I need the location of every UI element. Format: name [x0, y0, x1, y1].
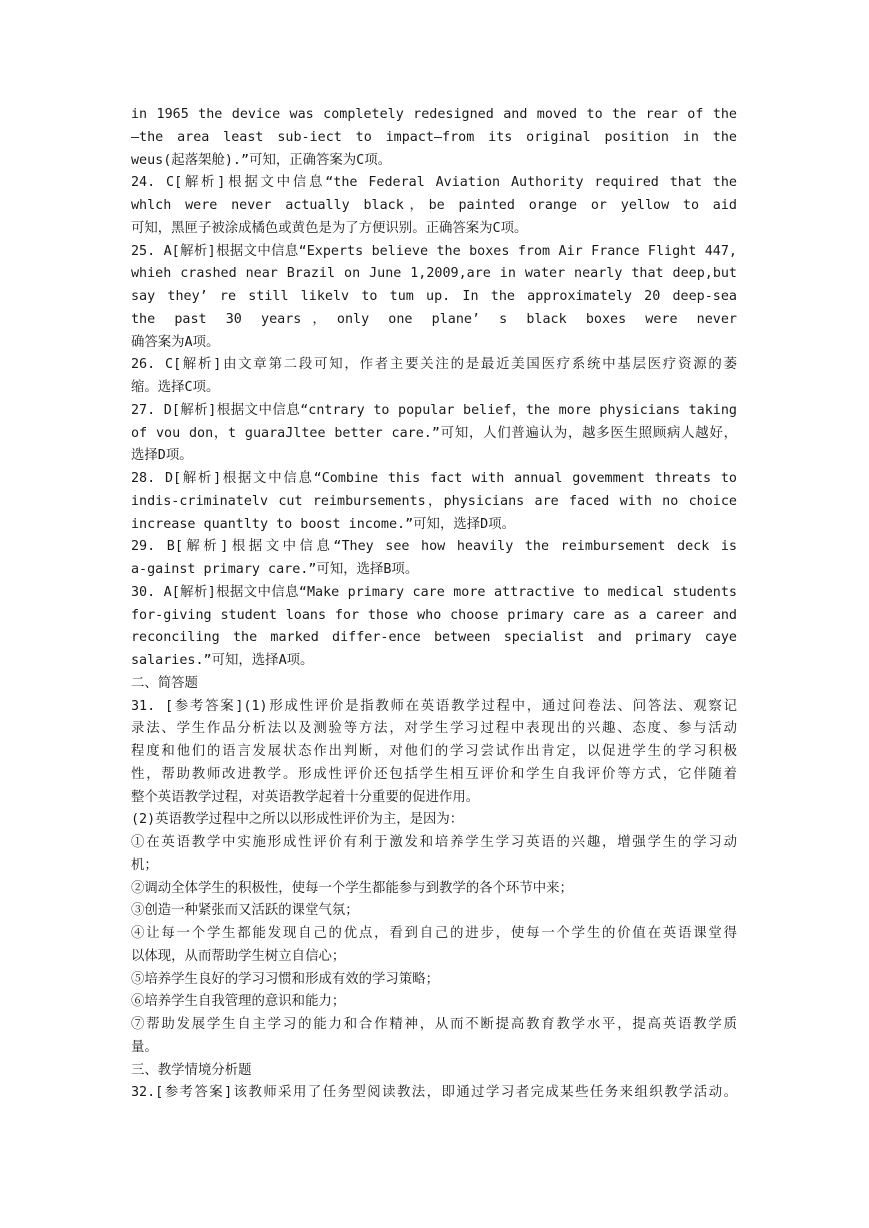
text-line: 录法、学生作品分析法以及测验等方法，对学生学习过程中表现出的兴趣、态度、参与活动	[131, 721, 737, 737]
text-line: 以体现，从而帮助学生树立自信心；	[131, 948, 346, 964]
text-line: 二、简答题	[131, 675, 198, 691]
text-line: 确答案为A项。	[131, 334, 220, 350]
text-line: say they’ re still likelv to tum up. In the approximately 20 deep-sea	[131, 289, 737, 304]
text-line: 28. D[解析]根据文中信息“Combine this fact with annual govemment threats to	[131, 471, 737, 486]
text-line: ⑤培养学生良好的学习习惯和形成有效的学习策略；	[131, 971, 439, 987]
text-line: 31. [参考答案](1)形成性评价是指教师在英语教学过程中，通过问卷法、问答法、观察记	[131, 698, 737, 714]
text-line: ⑥培养学生自我管理的意识和能力；	[131, 994, 346, 1010]
text-line: ⑦帮助发展学生自主学习的能力和合作精神，从而不断提高教育教学水平，提高英语教学质	[131, 1017, 737, 1032]
text-line: ④让每一个学生都能发现自己的优点，看到自己的进步，使每一个学生的价值在英语课堂得	[131, 926, 737, 941]
text-line: 32.[参考答案]该教师采用了任务型阅读教法，即通过学习者完成某些任务来组织教学活动。	[131, 1085, 737, 1101]
text-line: reconciling the marked differ-ence between specialist and primary caye	[131, 630, 737, 646]
text-line: salaries.”可知，选择A项。	[131, 653, 314, 668]
text-line: (2)英语教学过程中之所以以形成性评价为主，是因为：	[131, 812, 464, 828]
text-line: 25. A[解析]根据文中信息“Experts believe the boxes from Air France Flight 447,	[131, 243, 737, 259]
text-line: weus(起落架舱).”可知，正确答案为C项。	[131, 152, 392, 168]
text-line: of vou don，t guaraJltee better care.”可知，人们普遍认为，越多医生照顾病人越好，	[131, 425, 737, 441]
text-line: ②调动全体学生的积极性，使每一个学生都能参与到教学的各个环节中来；	[131, 880, 573, 896]
text-line: for-giving student loans for those who choose primary care as a career and	[131, 607, 737, 623]
text-line: 性，帮助教师改进教学。形成性评价还包括学生相互评价和学生自我评价等方式，它伴随着	[131, 766, 737, 782]
text-line: in 1965 the device was completely redesigned and moved to the rear of the	[131, 107, 737, 122]
text-line: indis-criminatelv cut reimbursements，physicians are faced with no choice	[131, 493, 737, 509]
text-line: 30. A[解析]根据文中信息“Make primary care more attractive to medical students	[131, 584, 737, 600]
answer-text-body	[131, 104, 737, 1105]
text-line: 24. C[解析]根据文中信息“the Federal Aviation Authority required that the	[131, 175, 737, 191]
text-line: 26. C[解析]由文章第二段可知，作者主要关注的是最近美国医疗系统中基层医疗资源的萎	[131, 357, 737, 373]
text-line: 机；	[131, 857, 158, 873]
text-line: 缩。选择C项。	[131, 380, 220, 395]
text-line: 29. B[解析]根据文中信息“They see how heavily the reimbursement deck is	[131, 539, 737, 555]
text-line: a-gainst primary care.”可知，选择B项。	[131, 562, 419, 577]
text-line: 量。	[131, 1039, 158, 1055]
text-line: 三、教学情境分析题	[131, 1062, 252, 1078]
text-line: ①在英语教学中实施形成性评价有利于激发和培养学生学习英语的兴趣，增强学生的学习动	[131, 835, 737, 850]
text-line: 整个英语教学过程，对英语教学起着十分重要的促进作用。	[131, 789, 480, 805]
text-line: the past 30 years，only one plane’ s black boxes were never	[131, 311, 737, 327]
text-line: ③创造一种紧张而又活跃的课堂气氛；	[131, 903, 359, 919]
text-line: 可知，黑匣子被涂成橘色或黄色是为了方便识别。正确答案为C项。	[131, 220, 528, 236]
text-line: 程度和他们的语言发展状态作出判断，对他们的学习尝试作出肯定，以促进学生的学习积极	[131, 744, 737, 759]
text-line: whieh crashed near Brazil on June 1,2009,are in water nearly that deep,but	[131, 266, 737, 282]
text-line: increase quantlty to boost income.”可知，选择D项。	[131, 516, 515, 532]
text-line: 27. D[解析]根据文中信息“cntrary to popular belief，the more physicians taking	[131, 402, 737, 418]
text-line: whlch were never actually black，be painted orange or yellow to aid	[131, 198, 737, 213]
text-line: —the area least sub-iect to impact—from its original position in the	[131, 129, 737, 145]
text-line: 选择D项。	[131, 448, 193, 464]
